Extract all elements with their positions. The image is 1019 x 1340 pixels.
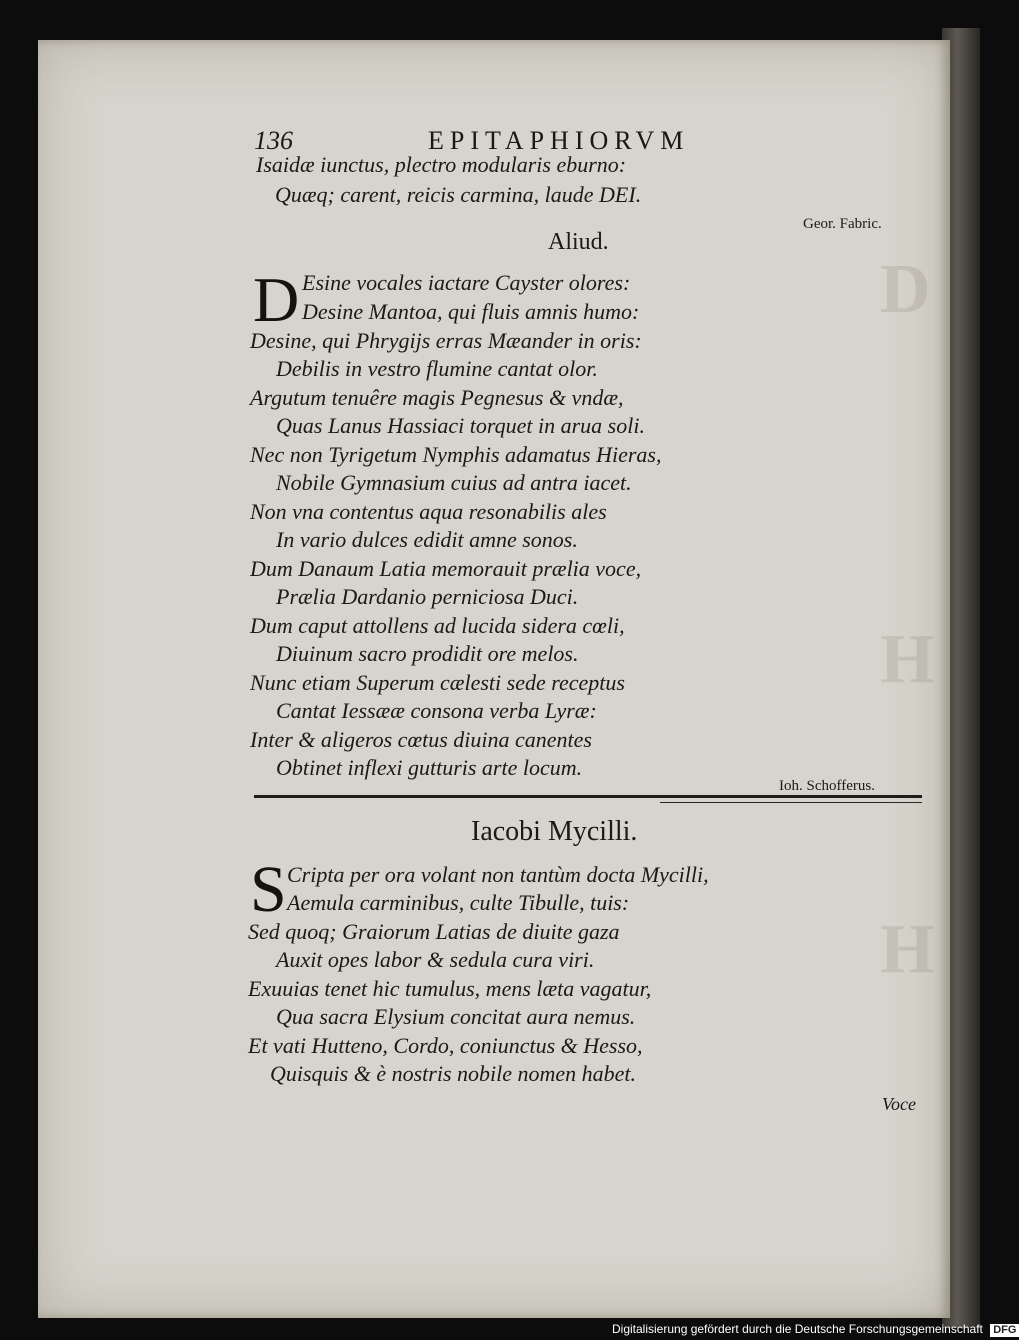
verse-line: Prælia Dardanio perniciosa Duci. [276, 584, 579, 609]
author-note-schofferus: Ioh. Schofferus. [779, 778, 875, 794]
verse-line: Nunc etiam Superum cælesti sede receptus [250, 670, 625, 695]
verse-line: Diuinum sacro prodidit ore melos. [276, 641, 579, 666]
verse-line: Debilis in vestro flumine cantat olor. [276, 356, 598, 381]
show-through-mark: D [880, 251, 931, 328]
verse-line: Desine Mantoa, qui fluis amnis humo: [302, 299, 640, 324]
show-through-mark: H [880, 621, 935, 698]
verse-line: Qua sacra Elysium concitat aura nemus. [276, 1004, 636, 1029]
page-number: 136 [254, 126, 293, 155]
verse-line: Dum Danaum Latia memorauit prælia voce, [250, 556, 642, 581]
poem-title-aliud: Aliud. [548, 229, 609, 255]
verse-line: In vario dulces edidit amne sonos. [276, 527, 578, 552]
verse-line: Auxit opes labor & sedula cura viri. [276, 947, 595, 972]
verse-line: Argutum tenuêre magis Pegnesus & vndæ, [250, 385, 624, 410]
catchword: Voce [882, 1094, 916, 1114]
verse-line: Sed quoq; Graiorum Latias de diuite gaza [248, 919, 620, 944]
verse-line: Quæq; carent, reicis carmina, laude DEI. [275, 182, 642, 207]
verse-line: Exuuias tenet hic tumulus, mens læta vagatur, [248, 976, 652, 1001]
verse-line: Nobile Gymnasium cuius ad antra iacet. [276, 470, 632, 495]
verse-line: Isaidæ iunctus, plectro modularis eburno: [256, 152, 627, 177]
verse-line: Cripta per ora volant non tantùm docta Mycilli, [287, 862, 709, 887]
verse-line: Dum caput attollens ad lucida sidera cœli, [250, 613, 625, 638]
verse-line: Quisquis & è nostris nobile nomen habet. [270, 1061, 637, 1086]
running-head: EPITAPHIORVM [428, 126, 690, 155]
verse-line: Inter & aligeros cœtus diuina canentes [250, 727, 592, 752]
show-through-mark: H [880, 911, 935, 988]
verse-line: Et vati Hutteno, Cordo, coniunctus & Hesso, [248, 1033, 643, 1058]
author-note-fabricius: Geor. Fabric. [803, 216, 882, 232]
verse-line: Nec non Tyrigetum Nymphis adamatus Hieras, [250, 442, 662, 467]
drop-cap-s: S [250, 853, 287, 926]
verse-line: Non vna contentus aqua resonabilis ales [250, 499, 607, 524]
verse-line: Desine, qui Phrygijs erras Mæander in oris: [250, 328, 642, 353]
footer-credit [612, 1322, 1017, 1340]
verse-line: Aemula carminibus, culte Tibulle, tuis: [287, 890, 630, 915]
verse-line: Cantat Iessææ consona verba Lyræ: [276, 698, 597, 723]
dfg-logo: DFG [990, 1324, 1019, 1337]
verse-line: Obtinet inflexi gutturis arte locum. [276, 755, 583, 780]
verse-line: Esine vocales iactare Cayster olores: [302, 270, 631, 295]
section-rule [254, 795, 922, 798]
verse-line: Quas Lanus Hassiaci torquet in arua soli. [276, 413, 645, 438]
drop-cap-d: D [253, 264, 300, 335]
footer-text: Digitalisierung gefördert durch die Deutsche Forschungsgemeinschaft [612, 1322, 983, 1336]
poem-title-mycilli: Iacobi Mycilli. [471, 816, 638, 847]
section-rule-thin [660, 802, 922, 803]
